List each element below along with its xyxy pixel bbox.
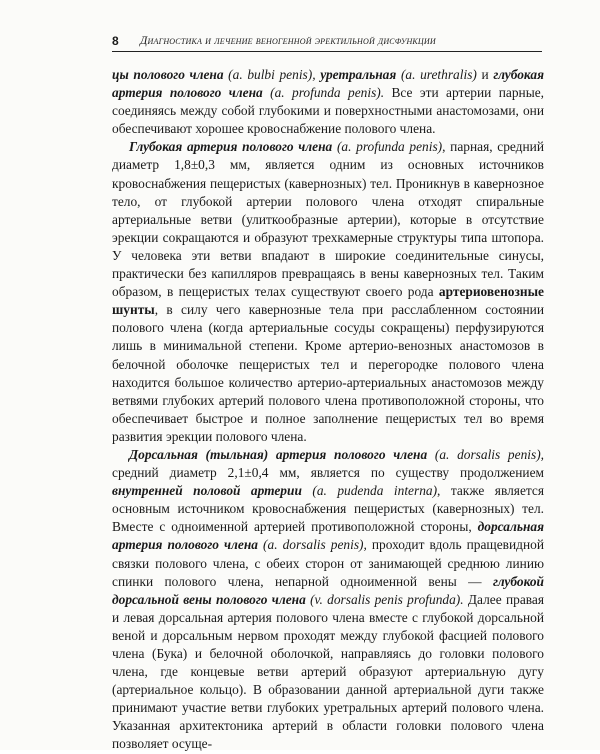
term-emphasis: уретральная (320, 67, 397, 82)
text-run: Далее правая и левая дорсальная артерия полового члена вместе с глубокой дорсальной веной и дорсальным нервом проходят между глубокой фасцией полового члена (Бука) и белочной оболочкой, направляясь до головки полового члена, где концевые ветви артерий образуют артериальную дугу (артериальное кольцо). В образовании данной артериальной дуги также принимают участие ветви глубоких уретральных артерий полового члена. Указанная архитектоника артерий в области головки полового члена позволяет осуще- (112, 591, 545, 752)
latin-term: (v. dorsalis penis profunda). (310, 591, 464, 607)
text-run (302, 483, 312, 498)
term-emphasis: дорсальная артерия полового члена (112, 519, 544, 553)
text-run: , также является основным источником кровоснабжения пещеристых (кавернозных) тел. Вместе с одноименной артерией противоположной стороны, (112, 483, 544, 535)
latin-term: (a. pudenda interna) (312, 483, 438, 499)
paragraph (112, 66, 544, 138)
term-emphasis: цы полового члена (112, 67, 224, 82)
latin-term: (a. bulbi penis), (228, 67, 316, 82)
term-bold: артериовенозные шунты (112, 284, 544, 318)
text-run: и (476, 67, 494, 82)
text-run: средний диаметр 2,1±0,4 мм, является по существу продолжением (112, 465, 544, 481)
term-emphasis: внутренней половой артерии (112, 483, 302, 499)
text-run: , в силу чего кавернозные тела при расслабленном состоянии полового члена (когда артериальные сосуды сокращены) перфузируются лишь в минимальной степени. Кроме артерио-венозных анастомозов в белочной оболочке пещеристых тел и перегородке полового члена находится большое количество артерио-артериальных анастомозов между ветвями глубоких артерий полового члена противоположной стороны, что обеспечивает быстрое и полное заполнение пещеристых тел во время развития эрекции полового члена. (112, 302, 544, 444)
text-run: , парная, средний диаметр 1,8±0,3 мм, является одним из основных источников кровоснабжения пещеристых (кавернозных) тел. Проникнув в кавернозное тело, от глубокой артерии полового члена отходят спиральные артериальные ветви (улиткообразные артерии), которые в отсутствие эрекции сокращаются и образуют трехкамерные структуры типа штопора. У человека эти ветви впадают в широкие соединительные синусы, практически без капилляров превращаясь в вены кавернозных тел. Таким образом, в пещеристых телах существуют своего рода (112, 139, 544, 300)
text-run: Все эти артерии парные, соединяясь между собой глубокими и поверхностными анастомозами, они обеспечивают хорошее кровоснабжение полового члена. (112, 85, 544, 137)
running-title: Диагностика и лечение веногенной эректильной дисфункции (140, 35, 436, 47)
latin-term: (a. dorsalis penis), (434, 446, 545, 462)
latin-term: (a. dorsalis penis), (263, 537, 367, 553)
body-text (112, 66, 544, 754)
page-number: 8 (112, 34, 119, 48)
text-run: проходит вдоль пращевидной связки полового члена, с обеих сторон от занимающей среднюю линию спинки полового члена, непарной одноименной вены — (112, 537, 545, 589)
latin-term: (a. profunda penis) (336, 139, 443, 155)
term-emphasis: глубокая артерия полового члена (112, 67, 544, 101)
term-emphasis: Дорсальная (тыльная) артерия полового члена (129, 446, 428, 462)
latin-term: (a. profunda penis). (270, 85, 385, 101)
text-run (263, 85, 270, 100)
text-run (427, 447, 435, 462)
paragraph (112, 138, 544, 446)
term-emphasis: Глубокая артерия полового члена (129, 139, 333, 155)
paragraph (112, 446, 544, 754)
latin-term: (a. urethralis) (400, 67, 477, 82)
term-emphasis: глубокой дорсальной вены полового члена (112, 573, 544, 607)
running-header (112, 33, 542, 52)
